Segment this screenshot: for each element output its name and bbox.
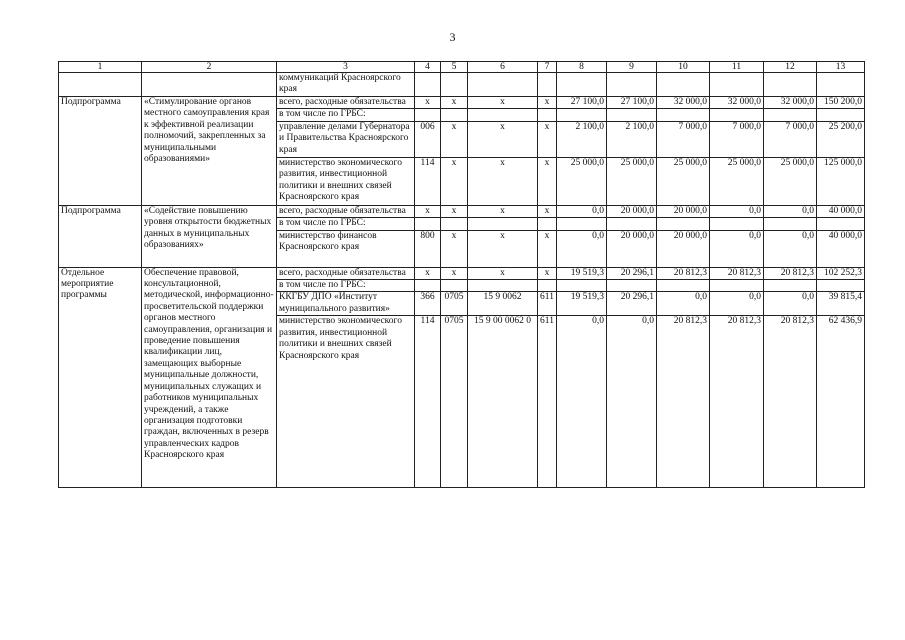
cell-c9: 2 100,0 xyxy=(607,121,657,157)
cell-c10: 7 000,0 xyxy=(657,121,710,157)
column-header: 13 xyxy=(817,62,865,73)
cell-c11: 0,0 xyxy=(710,205,764,217)
program-name: «Стимулирование органов местного самоуправления края к эффективной реализации полномочий, закрепленных за муниципальными образованиями» xyxy=(142,97,277,206)
cell-c9: 0,0 xyxy=(607,316,657,488)
column-header: 10 xyxy=(657,62,710,73)
cell-c7: 611 xyxy=(538,316,557,488)
row-label: министерство финансов Красноярского края xyxy=(277,230,415,267)
cell-c7: х xyxy=(538,267,557,279)
cell-c8: 19 519,3 xyxy=(557,267,607,279)
cell-c4: х xyxy=(415,267,441,279)
cell-c7: х xyxy=(538,157,557,205)
cell-c4: х xyxy=(415,97,441,109)
grbs-label: в том числе по ГРБС: xyxy=(277,280,415,292)
column-header: 12 xyxy=(764,62,817,73)
column-header: 4 xyxy=(415,62,441,73)
program-name: Обеспечение правовой, консультационной, методической, информационно-просветительской поддержки органов местного самоуправления, организация и проведение повышения квалификации лиц, замещающих выборные муниципальные должности, муниципальных служащих и работников муниципальных учреждений, а также организация подготовки граждан, включенных в резерв управленческих кадров Красноярского края xyxy=(142,267,277,488)
cell-c7: х xyxy=(538,97,557,109)
column-header: 1 xyxy=(59,62,142,73)
cell-c8: 25 000,0 xyxy=(557,157,607,205)
cell-c6: 15 9 00 0062 0 xyxy=(468,316,538,488)
cell-c6: х xyxy=(468,267,538,279)
continuation-row xyxy=(59,73,865,97)
cell-c4: 366 xyxy=(415,292,441,316)
column-header: 9 xyxy=(607,62,657,73)
cell-c11: 0,0 xyxy=(710,230,764,267)
cell-c11: 20 812,3 xyxy=(710,316,764,488)
cell-c13: 39 815,4 xyxy=(817,292,865,316)
grbs-label: в том числе по ГРБС: xyxy=(277,218,415,230)
cell-c9: 20 000,0 xyxy=(607,205,657,217)
cell-c11: 25 000,0 xyxy=(710,157,764,205)
cell-c11: 20 812,3 xyxy=(710,267,764,279)
cell-c10: 20 812,3 xyxy=(657,316,710,488)
cell-c5: х xyxy=(441,230,468,267)
cell-c5: х xyxy=(441,267,468,279)
cell-c9: 20 000,0 xyxy=(607,230,657,267)
cell-c9: 20 296,1 xyxy=(607,267,657,279)
row-label: всего, расходные обязательства xyxy=(277,267,415,279)
continuation-text: коммуникаций Красноярского края xyxy=(277,73,415,97)
cell-c12: 20 812,3 xyxy=(764,267,817,279)
cell-c10: 0,0 xyxy=(657,292,710,316)
cell-c8: 27 100,0 xyxy=(557,97,607,109)
total-row xyxy=(59,267,865,279)
row-label: всего, расходные обязательства xyxy=(277,205,415,217)
row-label: министерство экономического развития, инвестиционной политики и внешних связей Красноярского края xyxy=(277,316,415,488)
cell-c12: 25 000,0 xyxy=(764,157,817,205)
cell-c5: х xyxy=(441,205,468,217)
cell-c13: 150 200,0 xyxy=(817,97,865,109)
cell-c10: 32 000,0 xyxy=(657,97,710,109)
column-header: 3 xyxy=(277,62,415,73)
cell-c13: 40 000,0 xyxy=(817,205,865,217)
row-label: ККГБУ ДПО «Институт муниципального развития» xyxy=(277,292,415,316)
row-label: министерство экономического развития, инвестиционной политики и внешних связей Красноярского края xyxy=(277,157,415,205)
cell-c5: х xyxy=(441,121,468,157)
cell-c11: 32 000,0 xyxy=(710,97,764,109)
column-number-row xyxy=(59,62,865,73)
page-number: 3 xyxy=(449,30,456,44)
column-header: 7 xyxy=(538,62,557,73)
cell-c7: х xyxy=(538,121,557,157)
cell-c8: 0,0 xyxy=(557,205,607,217)
cell-c6: х xyxy=(468,121,538,157)
cell-c11: 7 000,0 xyxy=(710,121,764,157)
cell-c12: 0,0 xyxy=(764,230,817,267)
cell-c7: х xyxy=(538,205,557,217)
cell-c8: 0,0 xyxy=(557,316,607,488)
cell-c10: 20 000,0 xyxy=(657,205,710,217)
cell-c12: 0,0 xyxy=(764,205,817,217)
cell-c8: 0,0 xyxy=(557,230,607,267)
cell-c4: 114 xyxy=(415,316,441,488)
row-type: Подпрограмма xyxy=(59,205,142,267)
column-header: 8 xyxy=(557,62,607,73)
cell-c4: 006 xyxy=(415,121,441,157)
cell-c6: 15 9 0062 xyxy=(468,292,538,316)
cell-c6: х xyxy=(468,157,538,205)
grbs-label: в том числе по ГРБС: xyxy=(277,109,415,121)
cell-c10: 25 000,0 xyxy=(657,157,710,205)
cell-c7: х xyxy=(538,230,557,267)
column-header: 2 xyxy=(142,62,277,73)
cell-c6: х xyxy=(468,97,538,109)
cell-c10: 20 000,0 xyxy=(657,230,710,267)
cell-c5: 0705 xyxy=(441,292,468,316)
cell-c11: 0,0 xyxy=(710,292,764,316)
cell-c5: 0705 xyxy=(441,316,468,488)
row-label: всего, расходные обязательства xyxy=(277,97,415,109)
cell-c12: 32 000,0 xyxy=(764,97,817,109)
cell-c8: 19 519,3 xyxy=(557,292,607,316)
column-header: 5 xyxy=(441,62,468,73)
row-label: управление делами Губернатора и Правительства Красноярского края xyxy=(277,121,415,157)
cell-c10: 20 812,3 xyxy=(657,267,710,279)
cell-c5: х xyxy=(441,157,468,205)
column-header: 11 xyxy=(710,62,764,73)
cell-c13: 62 436,9 xyxy=(817,316,865,488)
cell-c5: х xyxy=(441,97,468,109)
cell-c12: 0,0 xyxy=(764,292,817,316)
row-type: Отдельное мероприятие программы xyxy=(59,267,142,488)
cell-c13: 125 000,0 xyxy=(817,157,865,205)
total-row xyxy=(59,97,865,109)
cell-c4: 800 xyxy=(415,230,441,267)
cell-c4: 114 xyxy=(415,157,441,205)
cell-c9: 25 000,0 xyxy=(607,157,657,205)
program-name: «Содействие повышению уровня открытости бюджетных данных в муниципальных образованиях» xyxy=(142,205,277,267)
cell-c6: х xyxy=(468,205,538,217)
cell-c12: 20 812,3 xyxy=(764,316,817,488)
cell-c9: 20 296,1 xyxy=(607,292,657,316)
cell-c9: 27 100,0 xyxy=(607,97,657,109)
cell-c8: 2 100,0 xyxy=(557,121,607,157)
cell-c13: 40 000,0 xyxy=(817,230,865,267)
cell-c7: 611 xyxy=(538,292,557,316)
cell-c6: х xyxy=(468,230,538,267)
cell-c12: 7 000,0 xyxy=(764,121,817,157)
row-type: Подпрограмма xyxy=(59,97,142,206)
cell-c13: 25 200,0 xyxy=(817,121,865,157)
expenditure-table xyxy=(58,61,865,488)
column-header: 6 xyxy=(468,62,538,73)
total-row xyxy=(59,205,865,217)
cell-c4: х xyxy=(415,205,441,217)
cell-c13: 102 252,3 xyxy=(817,267,865,279)
